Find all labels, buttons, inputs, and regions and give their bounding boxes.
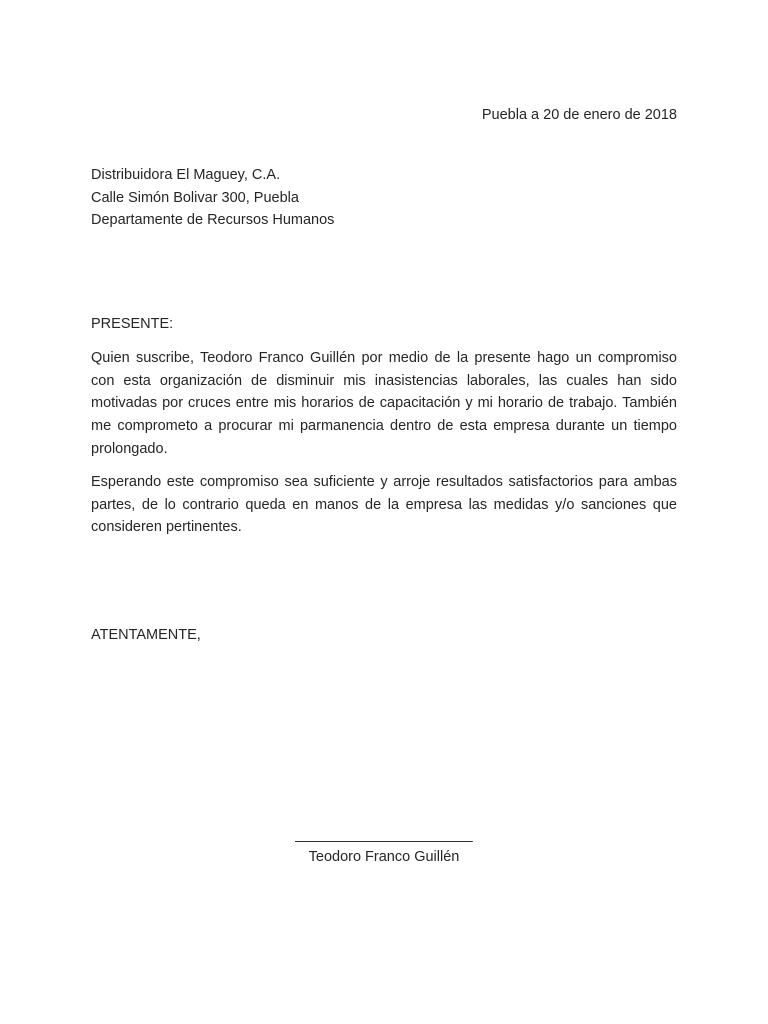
signature-block (250, 824, 518, 868)
closing: ATENTAMENTE, (91, 627, 201, 643)
body-paragraph-expectation: Esperando este compromiso sea suficiente y arroje resultados satisfactorios para ambas partes, de lo contrario queda en manos de la empresa las medidas y/o sanciones que consideren pertinentes. (91, 474, 677, 536)
recipient-address: Calle Simón Bolivar 300, Puebla (91, 189, 299, 206)
recipient-department: Departamente de Recursos Humanos (91, 212, 335, 228)
letter-date: Puebla a 20 de enero de 2018 (481, 107, 677, 123)
salutation: PRESENTE: (91, 316, 174, 332)
signature-line: ______________________ (295, 827, 473, 843)
signer-name: Teodoro Franco Guillén (308, 849, 460, 865)
recipient-block (91, 164, 334, 232)
body-paragraph-commitment: Quien suscribe, Teodoro Franco Guillén por medio de la presente hago un compromiso con esta organización de disminuir mis inasistencias laborales, las cuales han sido motivadas por cruces entre mis horarios de capacitación y mi horario de trabajo. También me comprometo a procurar mi parmanencia dentro de esta empresa durante un tiempo prolongado. (91, 350, 677, 457)
recipient-company: Distribuidora El Maguey, C.A. (91, 167, 281, 183)
